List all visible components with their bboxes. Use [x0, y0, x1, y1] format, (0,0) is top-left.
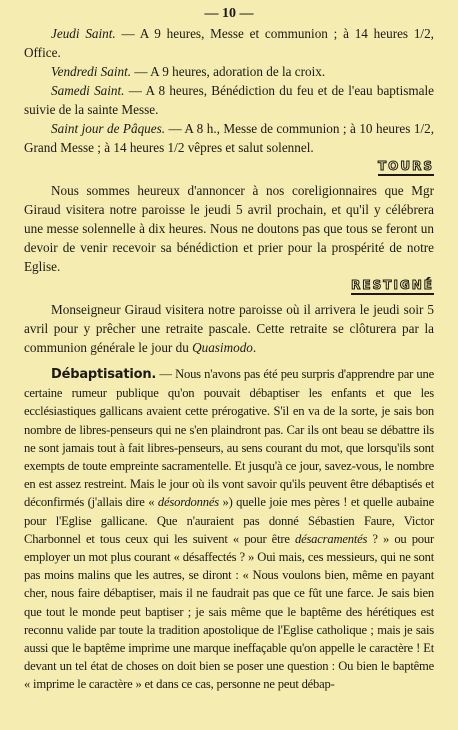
- page-number: — 10 —: [204, 6, 254, 21]
- section-title-restigne: RESTIGNÉ: [351, 278, 434, 295]
- vendredi-saint-text: — A 9 heures, adoration de la croix.: [131, 64, 326, 79]
- paques-label: Saint jour de Pâques.: [51, 121, 166, 136]
- vendredi-saint-label: Vendredi Saint.: [51, 64, 132, 79]
- samedi-saint-label: Samedi Saint.: [51, 83, 125, 98]
- paragraph-paques: [24, 119, 434, 157]
- desacramentes-word: désacramentés: [294, 531, 368, 546]
- section-title-tours: TOURS: [378, 159, 434, 176]
- desordonnes-word: désordonnés: [157, 495, 219, 510]
- paragraph-vendredi-saint: [24, 62, 434, 81]
- paragraph-debaptisation: [24, 365, 434, 694]
- jeudi-saint-text: — A 9 heures, Messe et communion ; à 14 heures 1/2, Office.: [24, 26, 434, 60]
- section-heading-row-tours: [24, 158, 434, 177]
- debaptisation-text-3: ? » ou pour employer un mot plus courant « désaffectés ? » Oui mais, ces messieurs, qui ne sont pas moins malins que les autres, se diront : « Nous voulons bien, même en payant cher, nous faire débaptiser, mais il ne faudrait pas que ce fût une farce. Je sais bien que tout le monde peut baptiser ; je sais même que le baptême des hérétiques est reconnu valide par toute la tradition apostolique de l'Eglise catholique ; mais je sais aussi que le baptême imprime une marque ineffaçable qu'on appelle le caractère ! Et devant un tel état de choses on doit bien se poser une question : Ou bien le baptême « imprime le caractère » et dans ce cas, personne ne peut débap-: [24, 531, 434, 692]
- paques-text: — A 8 h., Messe de communion ; à 10 heures 1/2, Grand Messe ; à 14 heures 1/2 vêpres et salut solennel.: [24, 121, 434, 155]
- quasimodo-word: Quasimodo: [192, 340, 253, 355]
- debaptisation-lead: Débaptisation.: [51, 367, 157, 382]
- jeudi-saint-label: Jeudi Saint.: [51, 26, 116, 41]
- samedi-saint-text: — A 8 heures, Bénédiction du feu et de l'eau baptismale suivie de la sainte Messe.: [24, 83, 434, 117]
- paragraph-jeudi-saint: [24, 24, 434, 62]
- section-heading-row-restigne: [24, 277, 434, 296]
- restigne-text-after: .: [252, 340, 257, 355]
- paragraph-samedi-saint: [24, 81, 434, 119]
- spacer: [24, 357, 434, 365]
- restigne-text-before: Monseigneur Giraud visitera notre paroisse où il arrivera le jeudi soir 5 avril pour y prêcher une retraite pascale. Cette retraite se clôturera par la communion générale le jour du: [24, 302, 434, 355]
- paragraph-tours: Nous sommes heureux d'annoncer à nos coreligionnaires que Mgr Giraud visitera notre paroisse le jeudi 5 avril prochain, et qu'il y célébrera une messe solennelle à dix heures. Nous ne doutons pas que tous se feront un devoir de venir recevoir sa bénédiction et prier pour la prospérité de notre Eglise.: [24, 183, 434, 274]
- debaptisation-text-1: — Nous n'avons pas été peu surpris d'apprendre par une certaine rumeur publique qu'on pouvait débaptiser les enfants et que les ecclésiastiques gallicans avaient cette prérogative. S'il en va de la sorte, je sais bon nombre de libres-penseurs qui ne s'en plaindront pas. Car ils ont beau se débattre ils ne sont jamais tout à fait libres-penseurs, au sens courant du mot, que lorsqu'ils sont exempts de toute empreinte sacramentelle. Et jusqu'à ce jour, savez-vous, le nombre en est assez restreint. Mais le jour où ils vont savoir qu'ils peuvent être débaptisés et déconfirmés (j'allais dire «: [24, 367, 434, 510]
- debaptisation-text-2: ») quelle joie mes pères ! et quelle aubaine pour l'Eglise gallicane. Que n'auraient pas donné Sébastien Faure, Victor Charbonnel et tous ceux qui les suivent « pour être: [24, 495, 435, 546]
- paragraph-restigne: [24, 300, 434, 357]
